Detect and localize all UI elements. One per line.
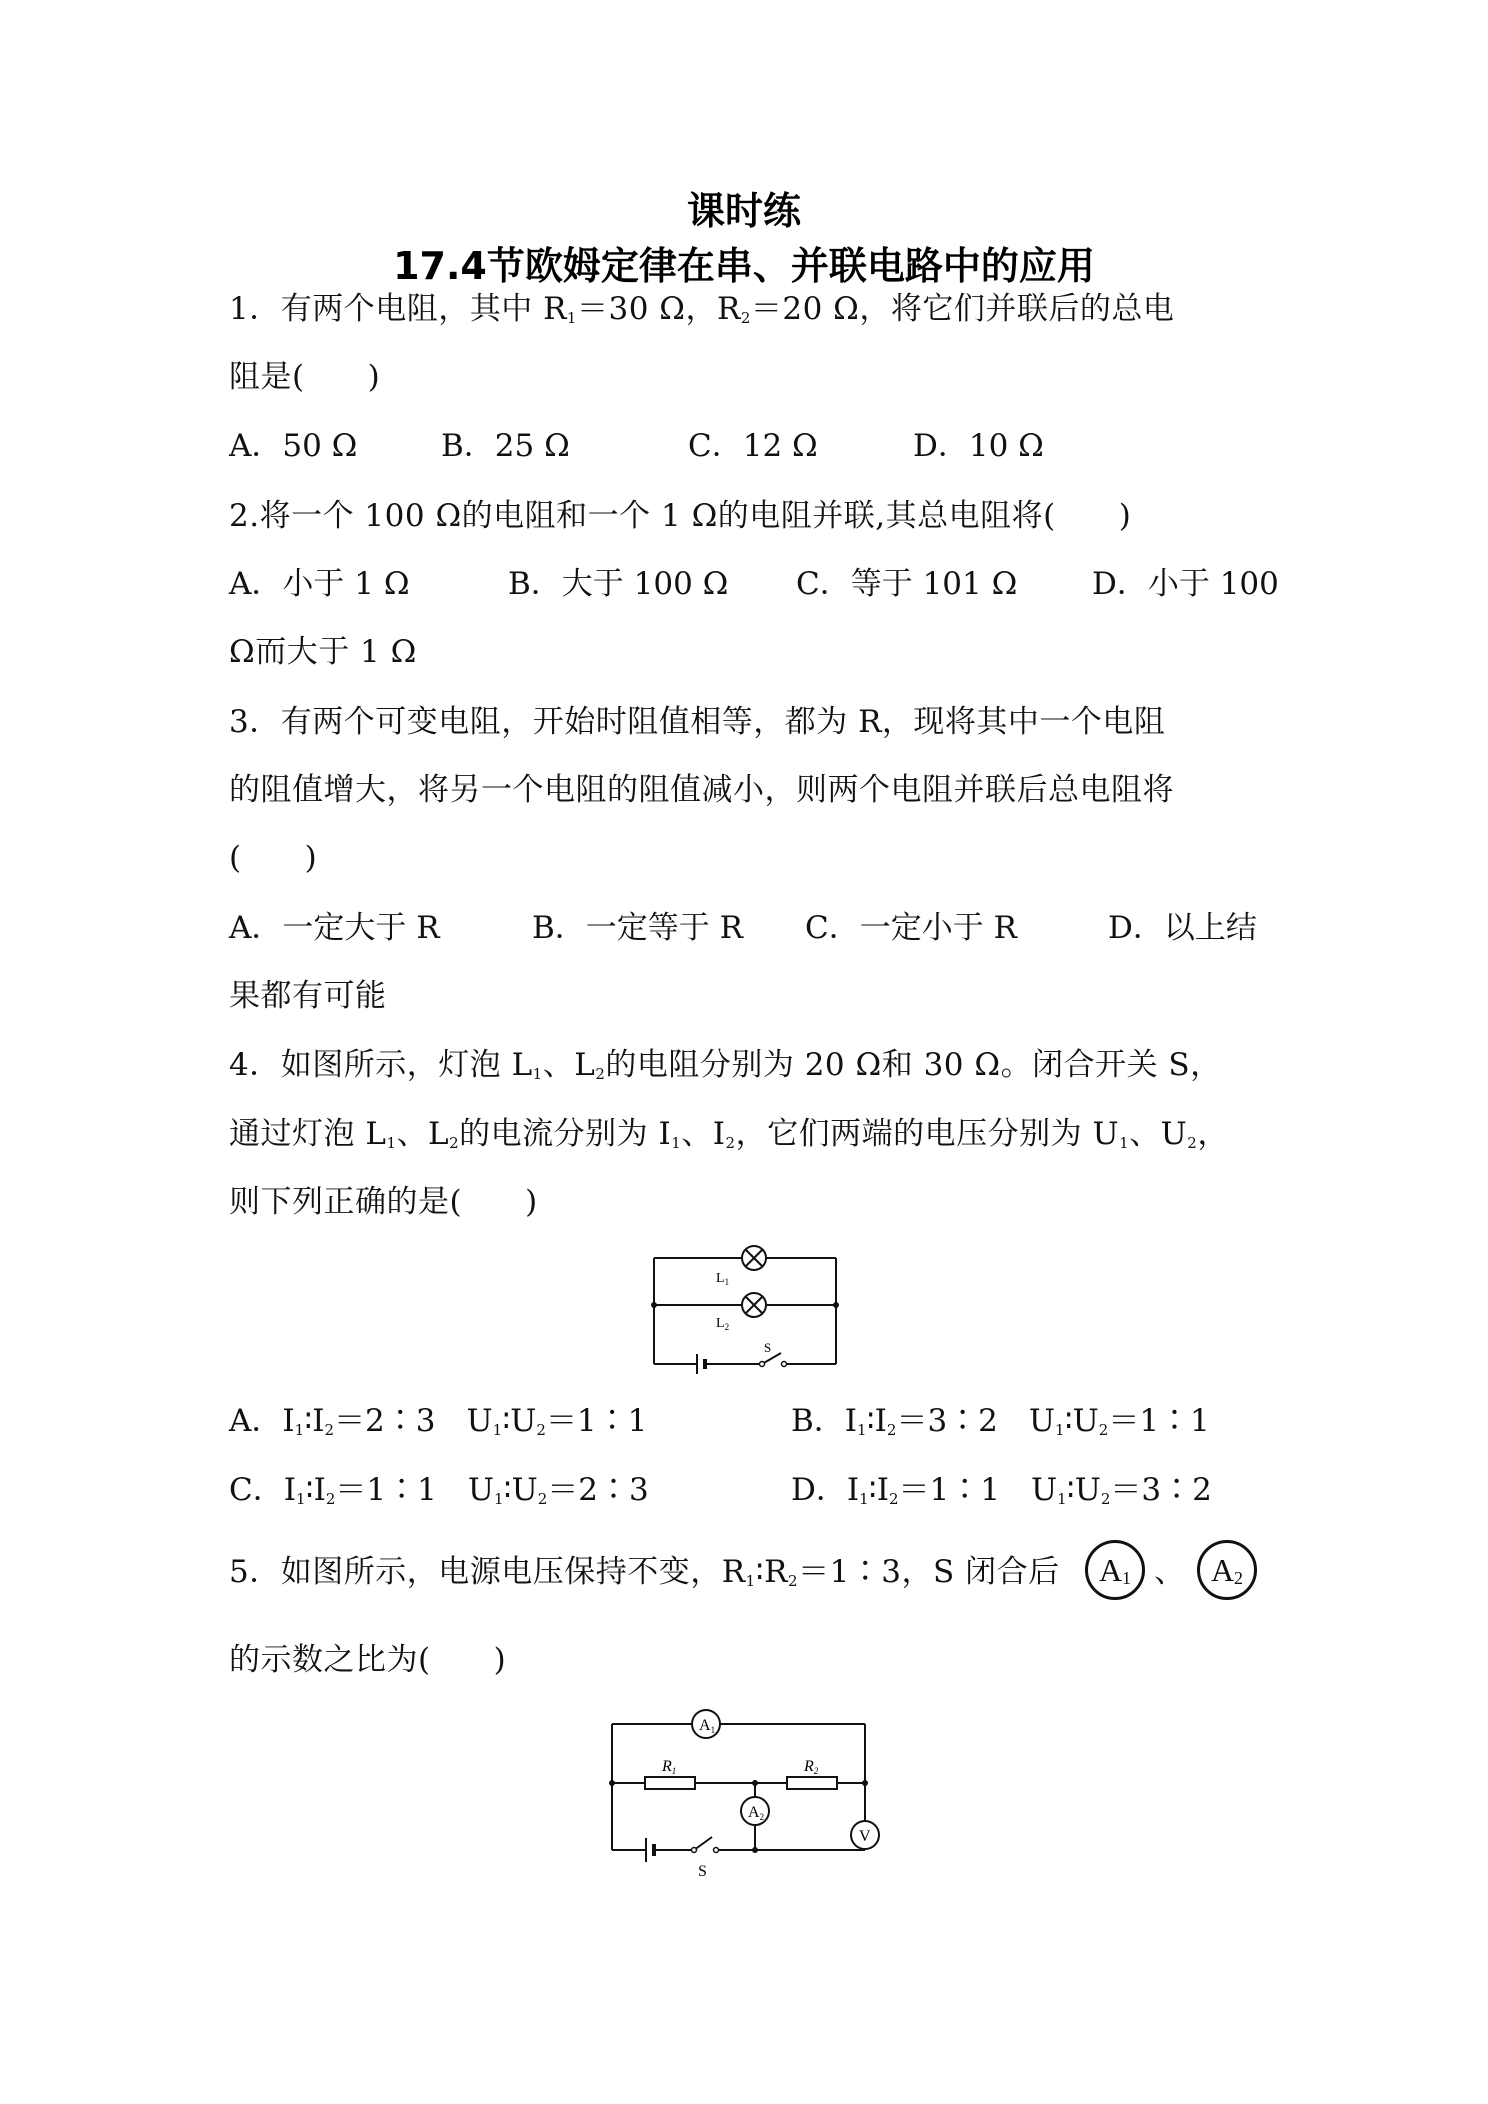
q1-option-d: D．10 Ω <box>913 428 1044 464</box>
ammeter-a1-icon <box>692 1710 720 1738</box>
lamp-l2-icon <box>742 1293 766 1317</box>
q4-line3: 则下列正确的是( ) <box>229 1184 538 1220</box>
q1-line1: 1．有两个电阻，其中 $R_1=30$ Ω，$R_2=20$ Ω，将它们并联后的总电 <box>229 291 1175 327</box>
q4-option-c: C．$I_1∶I_2=1∶1$ $U_1∶U_2=2∶3$ <box>229 1472 649 1508</box>
q3-option-b: B．一定等于 R <box>532 910 743 946</box>
voltmeter-icon <box>851 1821 879 1849</box>
meter-v-label: V <box>859 1828 871 1845</box>
q1-option-a: A．50 Ω <box>229 428 358 464</box>
q5-line1: 5．如图所示，电源电压保持不变，$R_1∶R_2=1∶3$，S 闭合后 <box>229 1554 1060 1590</box>
q5-separator: 、 <box>1154 1554 1185 1590</box>
q4-option-b: B．$I_1∶I_2=3∶2$ $U_1∶U_2=1∶1$ <box>791 1403 1210 1439</box>
q5-circuit-diagram <box>600 1700 890 1890</box>
resistor-r2-icon <box>787 1777 837 1789</box>
q3-option-a: A．一定大于 R <box>229 910 440 946</box>
label-l1: $L_1$ <box>716 1271 730 1287</box>
meter-a2-label: A2 <box>748 1804 765 1822</box>
q2-option-d: D．小于 100 <box>1092 566 1279 602</box>
label-switch: S <box>764 1340 772 1355</box>
label-l2: $L_2$ <box>716 1316 730 1332</box>
page-subtitle: 17.4节欧姆定律在串、并联电路中的应用 <box>393 244 1095 288</box>
q5-line2: 的示数之比为( ) <box>229 1642 507 1678</box>
q4-circuit-diagram <box>640 1240 850 1375</box>
ammeter-a2-icon <box>741 1797 769 1825</box>
resistor-r1-icon <box>645 1777 695 1789</box>
battery-icon <box>697 1354 705 1374</box>
q3-option-c: C．一定小于 R <box>805 910 1017 946</box>
q3-line3: ( ) <box>229 840 318 876</box>
q1-line2: 阻是( ) <box>229 359 381 395</box>
q4-line1: 4．如图所示，灯泡 $L_1$、$L_2$的电阻分别为 20 Ω和 30 Ω。闭合开关 S， <box>229 1047 1222 1083</box>
label-r2: R2 <box>804 1758 819 1776</box>
ammeter-a1-symbol: $A_1$ <box>1085 1540 1145 1600</box>
q2-option-c: C．等于 101 Ω <box>796 566 1018 602</box>
q1-option-b: B．25 Ω <box>441 428 570 464</box>
q2-line3: Ω而大于 1 Ω <box>229 634 417 670</box>
q3-line5: 果都有可能 <box>229 978 387 1014</box>
q4-line2: 通过灯泡 $L_1$、$L_2$的电流分别为 $I_1$、$I_2$，它们两端的电压分别为 $U_1$、$U_2$， <box>229 1116 1229 1152</box>
q2-line1: 2.将一个 100 Ω的电阻和一个 1 Ω的电阻并联,其总电阻将( ) <box>229 498 1132 534</box>
label-r1: R1 <box>662 1758 677 1776</box>
q2-option-a: A．小于 1 Ω <box>229 566 410 602</box>
battery-icon <box>646 1838 654 1862</box>
q4-option-d: D．$I_1∶I_2=1∶1$ $U_1∶U_2=3∶2$ <box>791 1472 1212 1508</box>
q3-line1: 3．有两个可变电阻，开始时阻值相等，都为 R，现将其中一个电阻 <box>229 704 1166 740</box>
q1-option-c: C．12 Ω <box>688 428 818 464</box>
lamp-l1-icon <box>742 1246 766 1270</box>
page-title: 课时练 <box>686 189 801 233</box>
q3-option-d: D．以上结 <box>1108 910 1257 946</box>
ammeter-a2-symbol: $A_2$ <box>1197 1540 1257 1600</box>
q2-option-b: B．大于 100 Ω <box>508 566 729 602</box>
label-s: S <box>698 1863 707 1880</box>
q4-option-a: A．$I_1∶I_2=2∶3$ $U_1∶U_2=1∶1$ <box>229 1403 648 1439</box>
q3-line2: 的阻值增大，将另一个电阻的阻值减小，则两个电阻并联后总电阻将 <box>229 772 1174 808</box>
meter-a1-label: A1 <box>699 1717 716 1735</box>
